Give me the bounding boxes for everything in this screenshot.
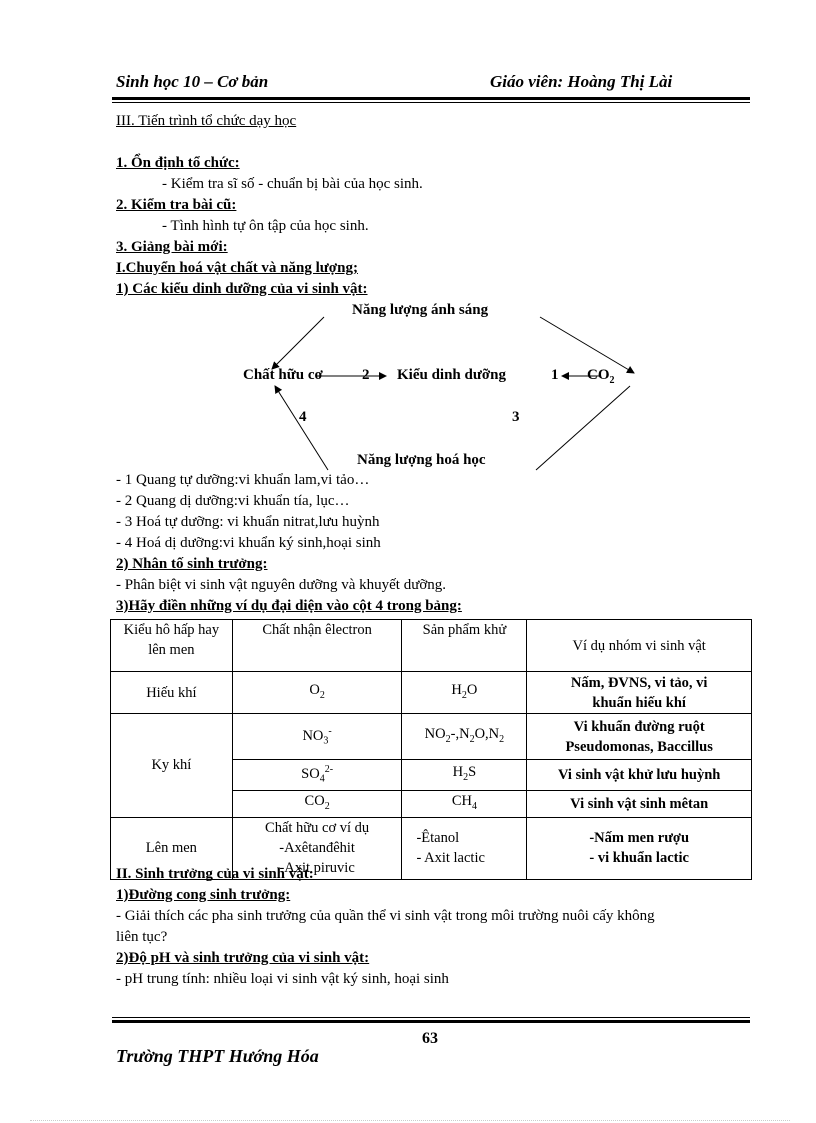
- ii1-text-1: - Giải thích các pha sinh trưởng của quần thể vi sinh vật trong môi trường nuôi cấy không: [116, 908, 655, 924]
- cell-fermentation: Lên men: [111, 817, 233, 879]
- cell-ch4: $CH_4$: [402, 790, 527, 817]
- item1-text: - Kiểm tra sĩ số - chuẩn bị bài của học sinh.: [162, 176, 423, 192]
- part-i-title: I.Chuyển hoá vật chất và năng lượng;: [116, 260, 358, 276]
- type-2: - 2 Quang dị dưỡng:vi khuẩn tía, lục…: [116, 493, 350, 509]
- table-header-row: [111, 620, 752, 672]
- diagram-label-3: 3: [512, 409, 520, 425]
- diagram-label-4: 4: [299, 409, 307, 425]
- arrow-light-to-organic: [272, 317, 324, 369]
- col-header-acceptor: Chất nhận êlectron: [232, 620, 402, 672]
- ii1-title: 1)Đường cong sinh trưởng:: [116, 887, 291, 903]
- diagram-label-1: 1: [551, 367, 559, 383]
- type-4: - 4 Hoá dị dưỡng:vi khuẩn ký sinh,hoại sinh: [116, 535, 381, 551]
- cell-so4: $SO_4^{2-}$: [232, 760, 402, 791]
- cell-ferment-example: -Nấm men rượu - vi khuẩn lactic: [527, 817, 752, 879]
- cell-aerobic: Hiếu khí: [111, 672, 233, 714]
- table-row: [111, 672, 752, 714]
- item2-text: - Tình hình tự ôn tập của học sinh.: [162, 218, 369, 234]
- cell-h2s: $H_2S$: [402, 760, 527, 791]
- type-3: - 3 Hoá tự dưỡng: vi khuẩn nitrat,lưu huỳnh: [116, 514, 380, 530]
- respiration-table: [110, 619, 752, 880]
- section-title: III. Tiến trình tổ chức dạy học: [116, 113, 297, 129]
- arrow-chem-to-organic: [275, 386, 328, 470]
- line-chem-to-co2: [536, 386, 630, 470]
- cell-h2o: $H_2O$: [402, 672, 527, 714]
- ii2-title: 2)Độ pH và sinh trưởng của vi sinh vật:: [116, 950, 370, 966]
- diagram-nutrition-type: Kiểu dinh dưỡng: [397, 367, 507, 383]
- footer-rule-thick: [112, 1020, 750, 1023]
- sub3-title: 3)Hãy điền những ví dụ đại diện vào cột 4 trong bảng:: [116, 598, 462, 614]
- header-subject: Sinh học 10 – Cơ bản: [116, 72, 269, 91]
- cell-ferment-acceptor: Chất hữu cơ ví dụ -Axêtanđêhit -Axit piruvic: [232, 817, 402, 879]
- cell-co2: $CO_2$: [232, 790, 402, 817]
- ii1-text-2: liên tục?: [116, 929, 168, 945]
- diagram-co2: $CO_2$: [587, 367, 615, 386]
- cell-aerobic-example: Nấm, ĐVNS, vi tảo, vi khuẩn hiếu khí: [527, 672, 752, 714]
- cell-o2: $O_2$: [232, 672, 402, 714]
- col-header-product: Sản phẩm khử: [402, 620, 527, 672]
- table-row: [111, 714, 752, 760]
- cell-no2: $NO_2-,N_2O,N_2$: [402, 714, 527, 760]
- cell-enteric-example: Vi khuẩn đường ruột Pseudomonas, Baccillus: [527, 714, 752, 760]
- footer-school: Trường THPT Hướng Hóa: [116, 1046, 319, 1066]
- item3-title: 3. Giảng bài mới:: [116, 239, 228, 255]
- sub1-title: 1) Các kiểu dinh dưỡng của vi sinh vật:: [116, 281, 368, 297]
- diagram-label-2: 2: [362, 367, 370, 383]
- diagram-light-energy: Năng lượng ánh sáng: [352, 302, 489, 318]
- item1-title: 1. Ổn định tổ chức:: [116, 155, 240, 171]
- cell-ferment-product: -Êtanol - Axit lactic: [402, 817, 527, 879]
- ii2-text: - pH trung tính: nhiều loại vi sinh vật ký sinh, hoại sinh: [116, 971, 449, 987]
- type-1: - 1 Quang tự dưỡng:vi khuẩn lam,vi tảo…: [116, 472, 370, 488]
- cell-methane-example: Vi sinh vật sinh mêtan: [527, 790, 752, 817]
- bottom-dotted-line: [30, 1120, 790, 1121]
- diagram-chemical-energy: Năng lượng hoá học: [357, 452, 486, 468]
- page-number: 63: [422, 1030, 438, 1047]
- cell-sulfur-example: Vi sinh vật khử lưu huỳnh: [527, 760, 752, 791]
- cell-anaerobic: Ky khí: [111, 714, 233, 818]
- diagram-organic-matter: Chất hữu cơ: [243, 367, 323, 383]
- nutrition-diagram-lines: [0, 0, 816, 500]
- header-teacher: Giáo viên: Hoàng Thị Lài: [490, 72, 673, 91]
- cell-no3: $NO_3^-$: [232, 714, 402, 760]
- footer-rule-thin: [112, 1017, 750, 1018]
- item2-title: 2. Kiểm tra bài cũ:: [116, 197, 237, 213]
- sub2-text: - Phân biệt vi sinh vật nguyên dưỡng và khuyết dưỡng.: [116, 577, 446, 593]
- col-header-example: Ví dụ nhóm vi sinh vật: [527, 620, 752, 672]
- sub2-title: 2) Nhân tố sinh trưởng:: [116, 556, 268, 572]
- col-header-type: Kiểu hô hấp hay lên men: [111, 620, 233, 672]
- part-ii-title: II. Sinh trưởng của vi sinh vật:: [116, 866, 314, 882]
- arrow-light-to-co2: [540, 317, 634, 373]
